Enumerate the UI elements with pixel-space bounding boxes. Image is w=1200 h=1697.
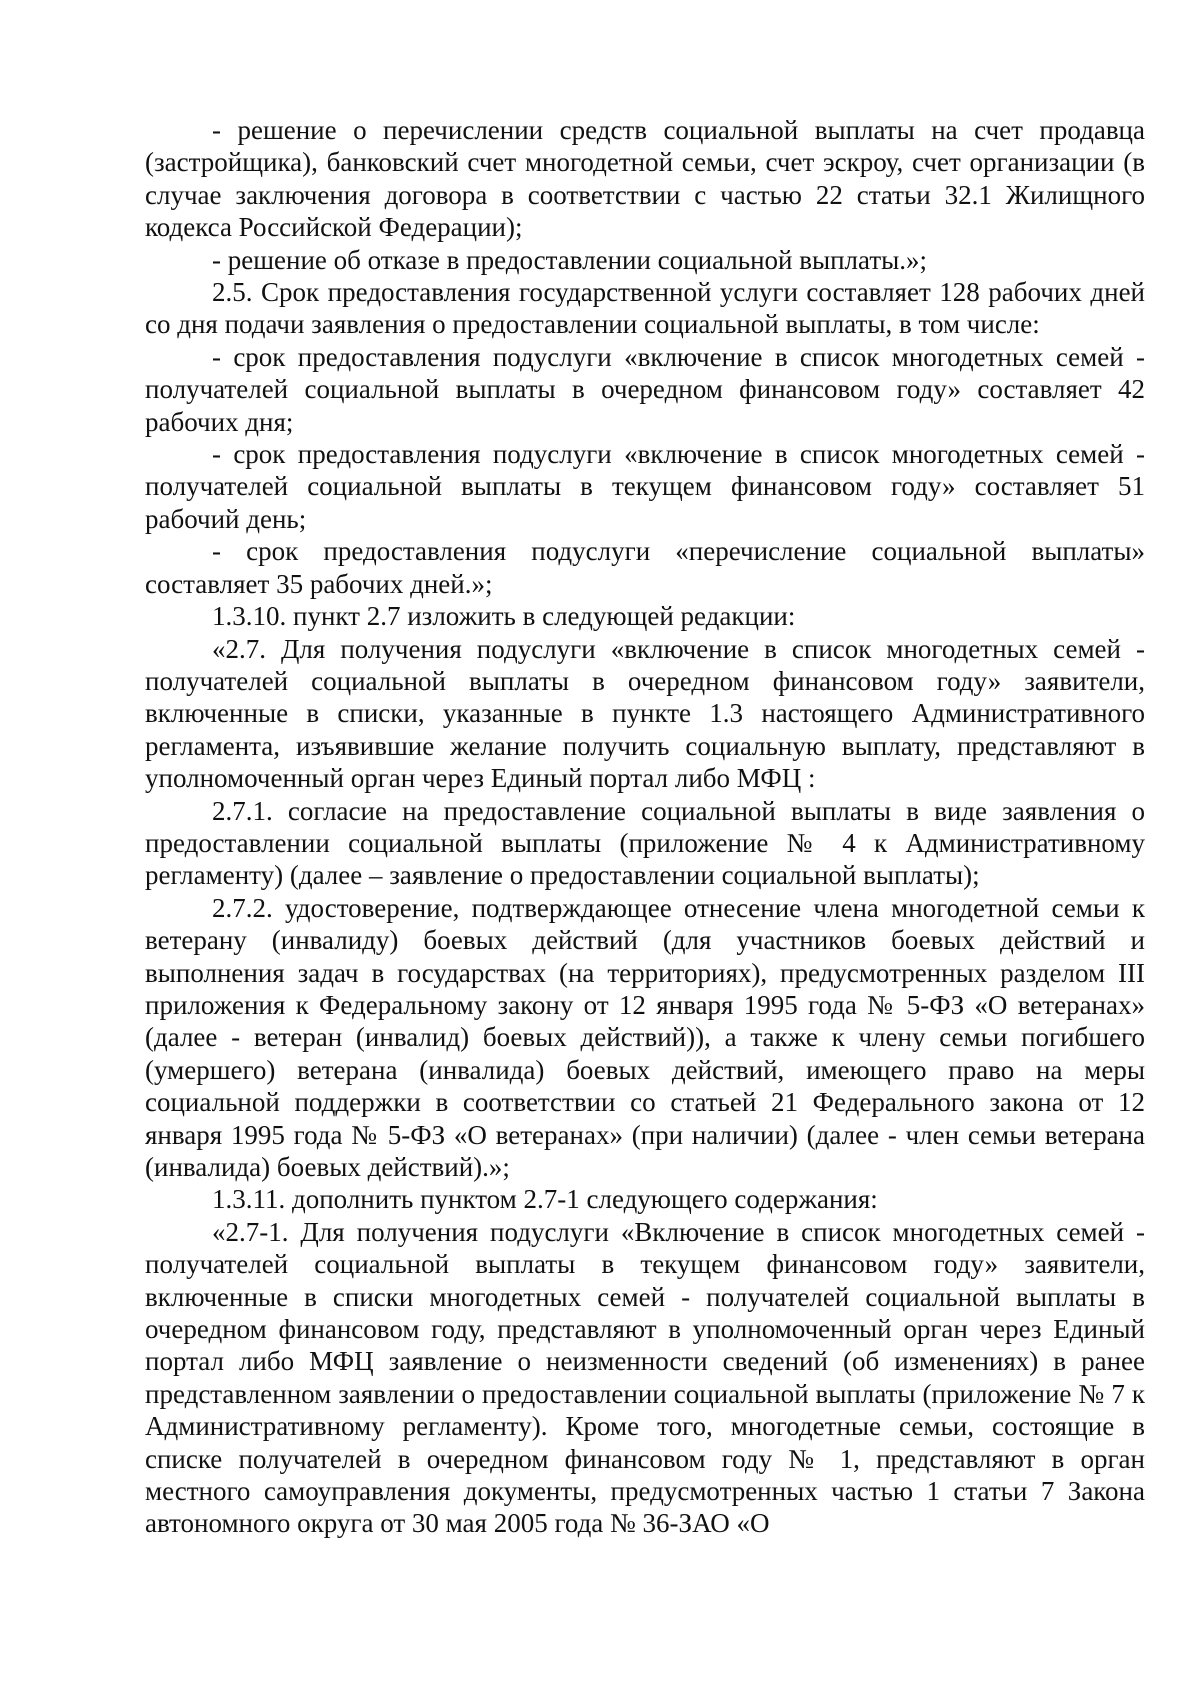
paragraph-term-current-year-list: - срок предоставления подуслуги «включение в список многодетных семей - получателей социальной выплаты в текущем финансовом году» составляет 51 рабочий день;: [145, 439, 1145, 534]
paragraph-1-3-11: 1.3.11. дополнить пунктом 2.7-1 следующего содержания:: [212, 1184, 878, 1215]
paragraph-payment-transfer-decision: - решение о перечислении средств социальной выплаты на счет продавца (застройщика), банковский счет многодетной семьи, счет эскроу, счет организации (в случае заключения договора в соответствии с частью 22 статьи 32.1 Жилищного кодекса Российской Федерации);: [145, 115, 1145, 243]
paragraph-1-3-10: 1.3.10. пункт 2.7 изложить в следующей редакции:: [212, 601, 796, 632]
paragraph-2-7-2: 2.7.2. удостоверение, подтверждающее отнесение члена многодетной семьи к ветерану (инвалиду) боевых действий (для участников боевых действий и выполнения задач в государствах (на территориях), предусмотренных разделом III приложения к Федеральному закону от 12 января 1995 года № 5-ФЗ «О ветеранах» (далее - ветеран (инвалид) боевых действий)), а также к члену семьи погибшего (умершего) ветерана (инвалида) боевых действий, имеющего право на меры социальной поддержки в соответствии со статьей 21 Федерального закона от 12 января 1995 года № 5-ФЗ «О ветеранах» (при наличии) (далее - член семьи ветерана (инвалида) боевых действий).»;: [145, 892, 1145, 1182]
paragraph-term-next-year-list: - срок предоставления подуслуги «включение в список многодетных семей - получателей социальной выплаты в очередном финансовом году» составляет 42 рабочих дня;: [145, 341, 1145, 437]
paragraph-2-7-1-new: «2.7-1. Для получения подуслуги «Включение в список многодетных семей - получателей социальной выплаты в текущем финансовом году» заявители, включенные в списки многодетных семей - получателей социальной выплаты в очередном финансовом году, представляют в уполномоченный орган через Единый портал либо МФЦ заявление о неизменности сведений (об изменениях) в ранее представленном заявлении о предоставлении социальной выплаты (приложение № 7 к Административному регламенту). Кроме того, многодетные семьи, состоящие в списке получателей в очередном финансовом году № 1, представляют в орган местного самоуправления документы, предусмотренных частью 1 статьи 7 Закона автономного округа от 30 мая 2005 года № 36-ЗАО «О: [145, 1216, 1145, 1539]
document-page: [145, 114, 1145, 1540]
paragraph-term-payment-transfer: - срок предоставления подуслуги «перечисление социальной выплаты» составляет 35 рабочих дней.»;: [145, 536, 1145, 599]
paragraph-2-7-1: 2.7.1. согласие на предоставление социальной выплаты в виде заявления о предоставлении социальной выплаты (приложение № 4 к Административному регламенту) (далее – заявление о предоставлении социальной выплаты);: [145, 795, 1145, 891]
paragraph-refusal-decision: - решение об отказе в предоставлении социальной выплаты.»;: [212, 244, 928, 275]
paragraph-2-5-service-term: 2.5. Срок предоставления государственной услуги составляет 128 рабочих дней со дня подачи заявления о предоставлении социальной выплаты, в том числе:: [145, 277, 1145, 340]
paragraph-2-7: «2.7. Для получения подуслуги «включение в список многодетных семей - получателей социальной выплаты в очередном финансовом году» заявители, включенные в списки, указанные в пункте 1.3 настоящего Административного регламента, изъявившие желание получить социальную выплату, представляют в уполномоченный орган через Единый портал либо МФЦ :: [145, 633, 1145, 794]
